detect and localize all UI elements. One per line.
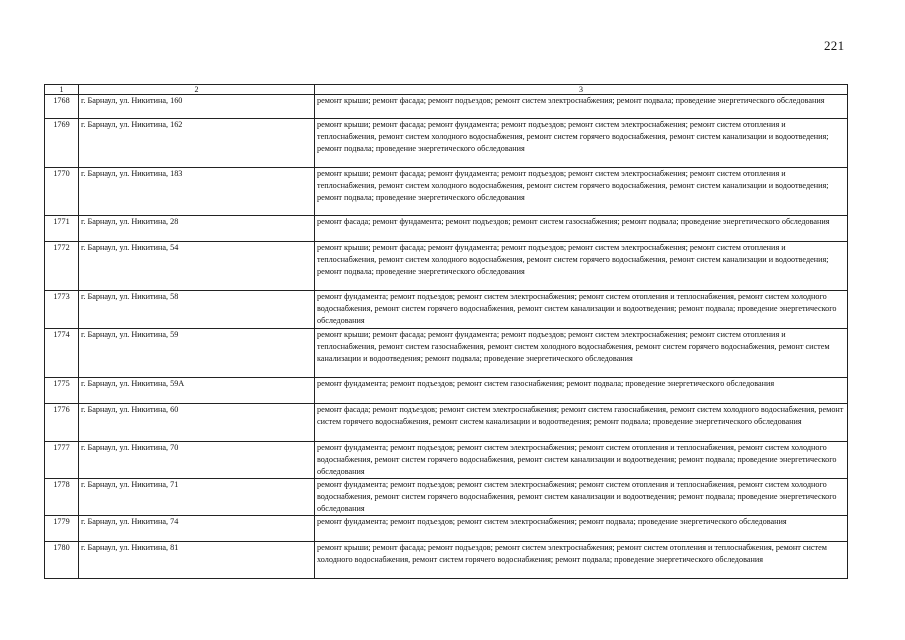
row-works: ремонт крыши; ремонт фасада; ремонт подъездов; ремонт систем электроснабжения; ремонт подвала; проведение энергетического обследования (315, 95, 848, 119)
table-row (45, 442, 848, 479)
row-works: ремонт фасада; ремонт фундамента; ремонт подъездов; ремонт систем газоснабжения; ремонт подвала; проведение энергетического обследования (315, 216, 848, 242)
row-address: г. Барнаул, ул. Никитина, 28 (79, 216, 315, 242)
row-address: г. Барнаул, ул. Никитина, 59А (79, 378, 315, 404)
row-number: 1776 (45, 404, 79, 442)
row-works: ремонт крыши; ремонт фасада; ремонт фундамента; ремонт подъездов; ремонт систем электроснабжения; ремонт систем отопления и теплоснабжения, ремонт систем газоснабжения, ремонт систем холодного водоснабжения, ремонт систем горячего водоснабжения, ремонт систем канализации и водоотведения; ремонт подвала; проведение энергетического обследования (315, 329, 848, 378)
row-works: ремонт фундамента; ремонт подъездов; ремонт систем электроснабжения; ремонт систем отопления и теплоснабжения, ремонт систем холодного водоснабжения, ремонт систем горячего водоснабжения, ремонт систем канализации и водоотведения; ремонт подвала; проведение энергетического обследования (315, 442, 848, 479)
table-header (45, 85, 848, 95)
row-works: ремонт фасада; ремонт подъездов; ремонт систем электроснабжения; ремонт систем газоснабжения, ремонт систем холодного водоснабжения, ремонт систем горячего водоснабжения, ремонт систем канализации и водоотведения; ремонт подвала; проведение энергетического обследования (315, 404, 848, 442)
row-number: 1772 (45, 242, 79, 291)
row-address: г. Барнаул, ул. Никитина, 71 (79, 479, 315, 516)
row-number: 1778 (45, 479, 79, 516)
row-number: 1773 (45, 291, 79, 329)
table-row (45, 168, 848, 216)
table-row (45, 119, 848, 168)
row-address: г. Барнаул, ул. Никитина, 54 (79, 242, 315, 291)
row-number: 1768 (45, 95, 79, 119)
row-number: 1774 (45, 329, 79, 378)
table-row (45, 242, 848, 291)
row-number: 1775 (45, 378, 79, 404)
row-address: г. Барнаул, ул. Никитина, 81 (79, 542, 315, 579)
row-number: 1777 (45, 442, 79, 479)
row-address: г. Барнаул, ул. Никитина, 74 (79, 516, 315, 542)
table-row (45, 479, 848, 516)
page-number: 221 (824, 38, 845, 53)
row-address: г. Барнаул, ул. Никитина, 162 (79, 119, 315, 168)
row-works: ремонт фундамента; ремонт подъездов; ремонт систем электроснабжения; ремонт систем отопления и теплоснабжения, ремонт систем холодного водоснабжения, ремонт систем горячего водоснабжения, ремонт систем канализации и водоотведения; ремонт подвала; проведение энергетического обследования (315, 479, 848, 516)
table-row (45, 404, 848, 442)
row-works: ремонт фундамента; ремонт подъездов; ремонт систем электроснабжения; ремонт подвала; проведение энергетического обследования (315, 516, 848, 542)
table-header-row (45, 85, 848, 95)
row-address: г. Барнаул, ул. Никитина, 58 (79, 291, 315, 329)
row-number: 1779 (45, 516, 79, 542)
row-address: г. Барнаул, ул. Никитина, 59 (79, 329, 315, 378)
table-row (45, 378, 848, 404)
row-address: г. Барнаул, ул. Никитина, 160 (79, 95, 315, 119)
row-address: г. Барнаул, ул. Никитина, 60 (79, 404, 315, 442)
table-row (45, 291, 848, 329)
table-row (45, 542, 848, 579)
row-address: г. Барнаул, ул. Никитина, 183 (79, 168, 315, 216)
column-header-number: 1 (45, 85, 79, 95)
row-works: ремонт крыши; ремонт фасада; ремонт подъездов; ремонт систем электроснабжения; ремонт систем отопления и теплоснабжения, ремонт систем холодного водоснабжения, ремонт систем горячего водоснабжения; ремонт подвала; проведение энергетического обследования (315, 542, 848, 579)
table-row (45, 95, 848, 119)
row-number: 1780 (45, 542, 79, 579)
table-row (45, 216, 848, 242)
table-row (45, 516, 848, 542)
table-row (45, 329, 848, 378)
column-header-works: 3 (315, 85, 848, 95)
row-works: ремонт крыши; ремонт фасада; ремонт фундамента; ремонт подъездов; ремонт систем электроснабжения; ремонт систем отопления и теплоснабжения, ремонт систем холодного водоснабжения, ремонт систем горячего водоснабжения, ремонт систем канализации и водоотведения; ремонт подвала; проведение энергетического обследования (315, 119, 848, 168)
row-number: 1769 (45, 119, 79, 168)
row-works: ремонт фундамента; ремонт подъездов; ремонт систем газоснабжения; ремонт подвала; проведение энергетического обследования (315, 378, 848, 404)
column-header-address: 2 (79, 85, 315, 95)
row-works: ремонт фундамента; ремонт подъездов; ремонт систем электроснабжения; ремонт систем отопления и теплоснабжения, ремонт систем холодного водоснабжения, ремонт систем горячего водоснабжения, ремонт систем канализации и водоотведения; ремонт подвала; проведение энергетического обследования (315, 291, 848, 329)
row-works: ремонт крыши; ремонт фасада; ремонт фундамента; ремонт подъездов; ремонт систем электроснабжения; ремонт систем отопления и теплоснабжения, ремонт систем холодного водоснабжения, ремонт систем горячего водоснабжения, ремонт систем канализации и водоотведения; ремонт подвала; проведение энергетического обследования (315, 242, 848, 291)
row-number: 1771 (45, 216, 79, 242)
row-number: 1770 (45, 168, 79, 216)
table-body (45, 95, 848, 579)
repair-register-table (44, 84, 848, 579)
row-address: г. Барнаул, ул. Никитина, 70 (79, 442, 315, 479)
row-works: ремонт крыши; ремонт фасада; ремонт фундамента; ремонт подъездов; ремонт систем электроснабжения; ремонт систем отопления и теплоснабжения, ремонт систем холодного водоснабжения, ремонт систем горячего водоснабжения, ремонт систем канализации и водоотведения; ремонт подвала; проведение энергетического обследования (315, 168, 848, 216)
